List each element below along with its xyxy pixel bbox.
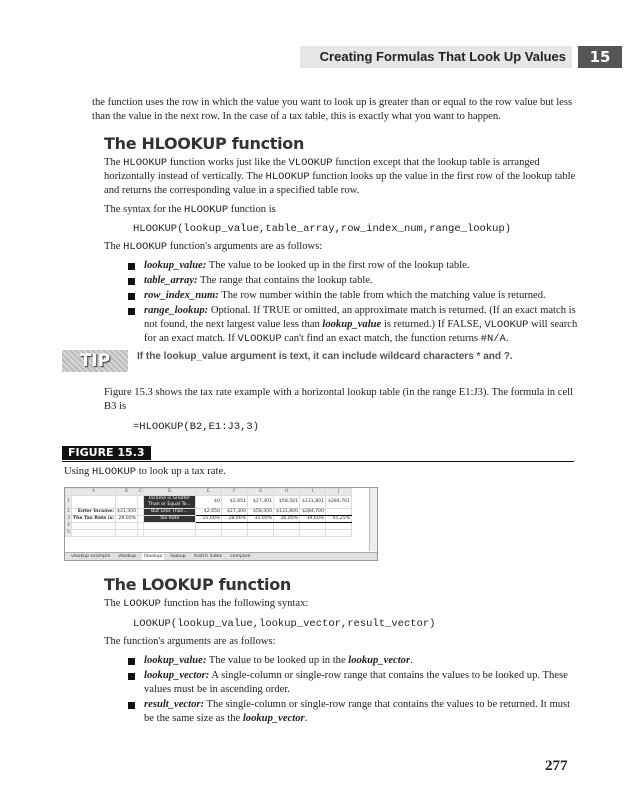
sheet-tab[interactable]: vlookup example bbox=[71, 554, 111, 559]
list-item: range_lookup: Optional. If TRUE or omitted, an approximate match is returned. (If an exact match is not found, the next largest value less than lookup_value is returned.) If FALSE, VLOOKUP will search for an exact match. If VLOOKUP can't find an exact match, the function returns #N/A. bbox=[126, 304, 578, 346]
hlookup-paragraph: The HLOOKUP function works just like the VLOOKUP function except that the lookup table is arranged horizontally instead of vertically. The HLOOKUP function looks up the value in the first row of the lookup table and returns the corresponding value in a specified table row. bbox=[104, 157, 576, 196]
figure-rule bbox=[62, 461, 574, 462]
lookup-syntax: LOOKUP(lookup_value,lookup_vector,result_vector) bbox=[133, 618, 436, 630]
lookup-paragraph: The LOOKUP function has the following syntax: bbox=[104, 598, 309, 610]
sheet-tab[interactable]: match index bbox=[193, 554, 223, 559]
tip-icon: TIP bbox=[62, 350, 128, 372]
sheet-tab[interactable]: compare bbox=[230, 554, 251, 559]
spreadsheet-screenshot bbox=[64, 487, 378, 561]
lookup-args-intro: The function's arguments are as follows: bbox=[104, 636, 276, 647]
lookup-heading: The LOOKUP function bbox=[104, 575, 292, 594]
syntax-intro: The syntax for the HLOOKUP function is bbox=[104, 204, 276, 216]
figure-label: FIGURE 15.3 bbox=[62, 446, 151, 460]
vertical-scrollbar[interactable] bbox=[369, 488, 377, 551]
list-item: lookup_value: The value to be looked up in the first row of the lookup table. bbox=[126, 259, 578, 273]
figure bbox=[62, 446, 574, 561]
list-item: table_array: The range that contains the lookup table. bbox=[126, 274, 578, 288]
hlookup-heading: The HLOOKUP function bbox=[104, 134, 305, 153]
sheet-tab-active[interactable]: hlookup bbox=[144, 554, 163, 559]
spreadsheet-grid: A B C D E F G H I J 1 Income is Greater Than or Equal To... $0 $2,651 $27,301 $58,501 $131,801 $284,701 2 Enter Income: $31,500 But Less Than... $2,650 $27,300 $58,500 $131,800 $284,700 3 The Tax Rate is: 28.00% Tax Rate 15.00% 28.00% 31.00% 36.00% 39.60% 45.25% 4 5 bbox=[67, 489, 350, 535]
lookup-arguments-list bbox=[92, 654, 578, 726]
list-item: result_vector: The single-column or single-row range that contains the values to be returned. It must be the same size as the lookup_vector. bbox=[126, 698, 578, 726]
page-body bbox=[64, 96, 578, 727]
sheet-tab[interactable]: lookup bbox=[170, 554, 186, 559]
list-item: lookup_vector: A single-column or single-row range that contains the values to be looked up. These values must be in ascending order. bbox=[126, 669, 578, 697]
tip-text: If the lookup_value argument is text, it can include wildcard characters * and ?. bbox=[137, 351, 513, 362]
hlookup-arguments-list bbox=[92, 259, 578, 346]
list-item: lookup_value: The value to be looked up in the lookup_vector. bbox=[126, 654, 578, 668]
running-header-title: Creating Formulas That Look Up Values bbox=[319, 49, 566, 64]
sheet-tabs bbox=[65, 552, 377, 560]
formula: =HLOOKUP(B2,E1:J3,3) bbox=[133, 421, 260, 433]
sheet-tab[interactable]: vlookup bbox=[118, 554, 137, 559]
list-item: row_index_num: The row number within the table from which the matching value is returned. bbox=[126, 289, 578, 303]
figure-paragraph: Figure 15.3 shows the tax rate example with a horizontal lookup table (in the range E1:J3). The formula in cell B3 is bbox=[104, 387, 574, 412]
chapter-number: 15 bbox=[578, 46, 622, 68]
page-number: 277 bbox=[545, 758, 568, 774]
args-intro: The HLOOKUP function's arguments are as follows: bbox=[104, 241, 323, 253]
figure-caption: Using HLOOKUP to look up a tax rate. bbox=[64, 466, 226, 478]
intro-paragraph: the function uses the row in which the value you want to look up is greater than or equal to the row value but less than the value in the next row. In the case of a tax table, this is exactly what you want to happen. bbox=[92, 97, 573, 122]
tip-box bbox=[62, 350, 578, 374]
hlookup-syntax: HLOOKUP(lookup_value,table_array,row_index_num,range_lookup) bbox=[133, 223, 512, 235]
